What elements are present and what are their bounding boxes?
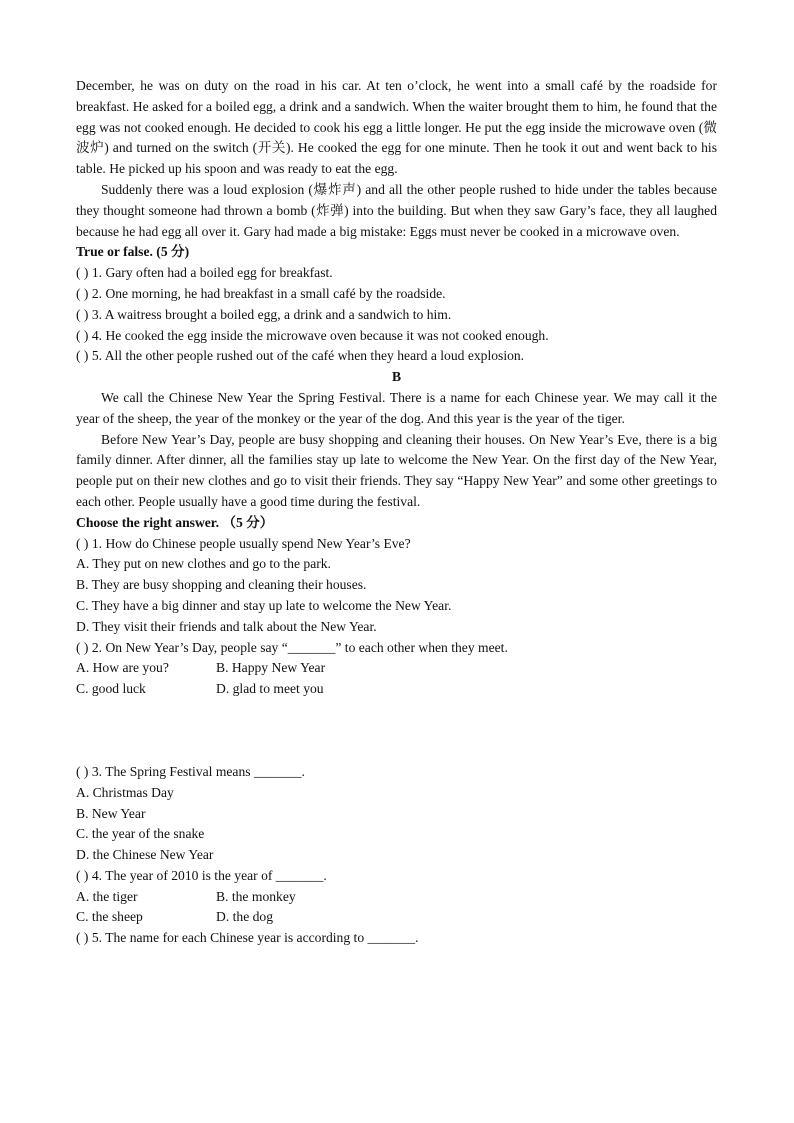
mc-question-3: ( ) 3. The Spring Festival means _______. <box>76 763 305 779</box>
multiple-choice-heading: Choose the right answer. （5 分） <box>76 514 274 530</box>
tf-question-3: ( ) 3. A waitress brought a boiled egg, a drink and a sandwich to him. <box>76 306 452 322</box>
mc-q2-option-c: C. good luck <box>76 681 146 697</box>
mc-q3-option-d: D. the Chinese New Year <box>76 847 214 863</box>
tf-question-2: ( ) 2. One morning, he had breakfast in a small café by the roadside. <box>76 285 446 301</box>
mc-q2-option-b: B. Happy New Year <box>216 660 326 676</box>
mc-question-4: ( ) 4. The year of 2010 is the year of _______. <box>76 867 327 883</box>
true-false-heading: True or false. (5 分) <box>76 244 190 260</box>
mc-q3-option-c: C. the year of the snake <box>76 826 205 842</box>
mc-q4-option-b: B. the monkey <box>216 888 296 904</box>
tf-question-5: ( ) 5. All the other people rushed out of the café when they heard a loud explosion. <box>76 348 525 364</box>
mc-q2-options-row-1 <box>76 658 717 679</box>
mc-q4-option-c: C. the sheep <box>76 909 143 925</box>
mc-q1-option-c: C. They have a big dinner and stay up late to welcome the New Year. <box>76 597 452 613</box>
blank-space <box>76 700 717 762</box>
tf-question-1: ( ) 1. Gary often had a boiled egg for breakfast. <box>76 265 333 281</box>
passage-b-label: B <box>391 369 402 385</box>
mc-q4-option-a: A. the tiger <box>76 888 138 904</box>
mc-q1-option-d: D. They visit their friends and talk about the New Year. <box>76 618 377 634</box>
mc-q3-option-a: A. Christmas Day <box>76 784 174 800</box>
passage-a-paragraph-2: Suddenly there was a loud explosion (爆炸声) and all the other people rushed to hide under the tables because they thought someone had thrown a bomb (炸弹) into the building. But when they saw Gary’s face, they all laughed because he had egg all over it. Gary had made a big mistake: Eggs must never be cooked in a microwave oven. <box>76 181 717 239</box>
mc-q4-options-row-2 <box>76 907 717 928</box>
mc-question-1: ( ) 1. How do Chinese people usually spend New Year’s Eve? <box>76 535 411 551</box>
passage-a-paragraph-1: December, he was on duty on the road in his car. At ten o’clock, he went into a small café by the roadside for breakfast. He asked for a boiled egg, a drink and a sandwich. When the waiter brought them to him, he found that the egg was not cooked enough. He decided to cook his egg a little longer. He put the egg inside the microwave oven (微波炉) and turned on the switch (开关). He cooked the egg for one minute. Then he took it out and went back to his table. He picked up his spoon and was ready to eat the egg. <box>76 78 717 177</box>
passage-b-paragraph-2: Before New Year’s Day, people are busy shopping and cleaning their houses. On New Year’s Eve, there is a big family dinner. After dinner, all the families stay up late to welcome the New Year. On the first day of the New Year, people put on their new clothes and go to visit their friends. They say “Happy New Year” and some other greetings to each other. People usually have a good time during the festival. <box>76 431 717 509</box>
mc-q4-option-d: D. the dog <box>216 909 274 925</box>
mc-q1-option-a: A. They put on new clothes and go to the park. <box>76 556 331 572</box>
mc-q2-option-d: D. glad to meet you <box>216 681 324 697</box>
passage-b-paragraph-1: We call the Chinese New Year the Spring Festival. There is a name for each Chinese year. We may call it the year of the sheep, the year of the monkey or the year of the dog. And this year is the year of the tiger. <box>76 389 717 426</box>
mc-q4-options-row-1 <box>76 887 717 908</box>
mc-q1-option-b: B. They are busy shopping and cleaning their houses. <box>76 577 367 593</box>
tf-question-4: ( ) 4. He cooked the egg inside the microwave oven because it was not cooked enough. <box>76 327 549 343</box>
mc-q2-option-a: A. How are you? <box>76 660 169 676</box>
mc-question-2: ( ) 2. On New Year’s Day, people say “_______” to each other when they meet. <box>76 639 508 655</box>
worksheet-page <box>76 76 717 949</box>
mc-question-5: ( ) 5. The name for each Chinese year is according to _______. <box>76 930 419 946</box>
mc-q3-option-b: B. New Year <box>76 805 146 821</box>
mc-q2-options-row-2 <box>76 679 717 700</box>
